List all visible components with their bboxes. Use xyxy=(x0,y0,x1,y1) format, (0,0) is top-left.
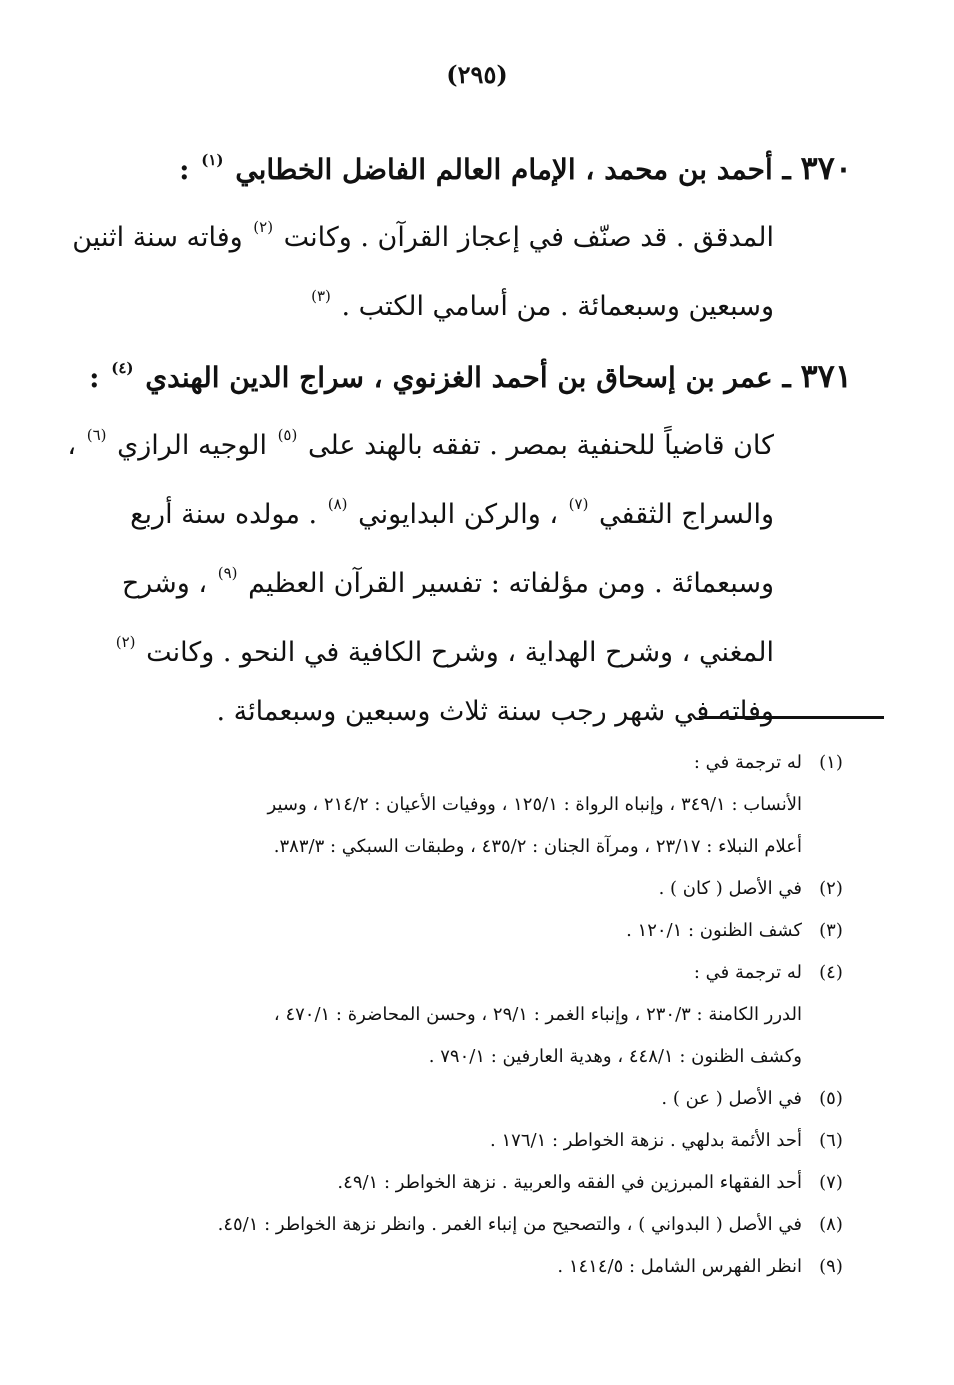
footnote-text: له ترجمة في : xyxy=(693,752,802,773)
body-text: وفاته سنة اثنين xyxy=(72,222,243,253)
footnote-number: (٦) xyxy=(819,1130,843,1151)
entry-371 xyxy=(67,340,852,741)
body-text: المغني ، وشرح الهداية ، وشرح الكافية في النحو . وكانت xyxy=(146,637,774,668)
footnote-text: أحد الفقهاء المبرزين في الفقه والعربية . نزهة الخواطر : ٤٩/١. xyxy=(337,1172,802,1193)
footnote-ref: (٥) xyxy=(277,426,298,444)
footnote-continuation: الأنساب : ٣٤٩/١ ، وإنباه الرواة : ١٢٥/١ ، ووفيات الأعيان : ٢١٤/٢ ، وسير xyxy=(267,794,802,815)
body-text: ، والركن البدايوني xyxy=(358,499,559,530)
footnote xyxy=(125,1162,860,1204)
footnote-number: (٨) xyxy=(819,1214,843,1235)
body-text: ، وشرح xyxy=(121,568,208,599)
footnote-continuation: وكشف الظنون : ٤٤٨/١ ، وهدية العارفين : ٧٩٠/١ . xyxy=(428,1046,802,1067)
footnote-number: (٥) xyxy=(819,1088,843,1109)
footnote xyxy=(125,1120,860,1162)
footnote-ref: (١) xyxy=(201,151,224,169)
entry-370 xyxy=(72,132,852,336)
body-line xyxy=(122,475,774,544)
footnote-number: (٧) xyxy=(819,1172,843,1193)
footnote-ref: (٦) xyxy=(86,426,107,444)
body-text: المدقق . قد صنّف في إعجاز القرآن . وكانت xyxy=(283,222,774,253)
footnote-number: (٣) xyxy=(819,920,843,941)
footnote xyxy=(125,742,860,784)
entry-number: ٣٧١ xyxy=(800,357,852,395)
body-line xyxy=(72,198,774,267)
footnote-text: في الأصل ( كان ) . xyxy=(658,878,802,899)
footnote-number: (٤) xyxy=(819,962,843,983)
body-text: والسراج الثقفي xyxy=(599,499,774,530)
footnote-continuation: أعلام النبلاء : ٢٣/١٧ ، ومرآة الجنان : ٤٣٥/٢ ، وطبقات السبكي : ٣٨٣/٣. xyxy=(273,836,802,857)
footnote-text: انظر الفهرس الشامل : ١٤١٤/٥ . xyxy=(557,1256,802,1277)
footnote xyxy=(125,1246,860,1288)
footnote-text: في الأصل ( عن ) . xyxy=(661,1088,802,1109)
footnote-text: أحد الأئمة بدلهي . نزهة الخواطر : ١٧٦/١ . xyxy=(490,1130,802,1151)
footnote-ref: (٣) xyxy=(311,287,331,305)
body-line xyxy=(67,406,774,475)
footnote-ref: (٢) xyxy=(253,218,274,236)
entry-colon: : xyxy=(89,361,100,394)
entry-name: أحمد بن محمد ، الإمام العالم الفاضل الخطابي xyxy=(235,153,773,186)
footnote-number: (٢) xyxy=(819,878,843,899)
body-text: . مولده سنة أربع xyxy=(130,499,318,530)
footnote xyxy=(125,1078,860,1120)
footnote-text: كشف الظنون : ١٢٠/١ . xyxy=(626,920,802,941)
footnote-number: (٩) xyxy=(819,1256,843,1277)
body-text: وسبعين وسبعمائة . من أسامي الكتب . xyxy=(341,291,774,322)
entry-name: عمر بن إسحاق بن أحمد الغزنوي ، سراج الدين الهندي xyxy=(145,361,773,394)
footnotes xyxy=(125,742,860,1288)
footnote-number: (١) xyxy=(819,752,843,773)
footnote-text: في الأصل ( البدواني ) ، والتصحيح من إنباء الغمر . وانظر نزهة الخواطر : ٤٥/١. xyxy=(217,1214,802,1235)
entry-heading xyxy=(122,132,852,198)
entry-body xyxy=(72,198,774,336)
page-number: (٢٩٥) xyxy=(446,60,508,89)
entry-heading xyxy=(89,340,852,406)
entry-body xyxy=(67,406,774,741)
entry-colon: : xyxy=(179,153,190,186)
footnote-ref: (٢) xyxy=(115,633,136,651)
footnote xyxy=(125,1204,860,1246)
body-line xyxy=(122,544,774,613)
entry-number: ٣٧٠ xyxy=(800,149,852,187)
footnote-continuation: الدرر الكامنة : ٢٣٠/٣ ، وإنباء الغمر : ٢٩/١ ، وحسن المحاضرة : ٤٧٠/١ ، xyxy=(273,1004,802,1025)
body-text: ، xyxy=(67,430,77,461)
footnote-ref: (٤) xyxy=(111,359,134,377)
body-text: كان قاضياً للحنفية بمصر . تفقه بالهند على xyxy=(307,430,774,461)
body-line xyxy=(122,682,774,741)
footnote-ref: (٧) xyxy=(568,495,589,513)
footnote xyxy=(125,910,860,952)
body-text: الوجيه الرازي xyxy=(117,430,267,461)
footnote-divider xyxy=(699,716,884,719)
footnote-text: له ترجمة في : xyxy=(693,962,802,983)
body-text: وسبعمائة . ومن مؤلفاته : تفسير القرآن العظيم xyxy=(248,568,774,599)
entry-dash: ـ xyxy=(782,361,791,394)
footnote xyxy=(125,952,860,994)
body-text: وفاته في شهر رجب سنة ثلاث وسبعين وسبعمائة . xyxy=(216,696,774,727)
entry-dash: ـ xyxy=(782,153,791,186)
footnote-ref: (٨) xyxy=(327,495,348,513)
body-line xyxy=(115,613,774,682)
footnote xyxy=(125,868,860,910)
body-line xyxy=(122,267,774,336)
footnote-ref: (٩) xyxy=(217,564,238,582)
